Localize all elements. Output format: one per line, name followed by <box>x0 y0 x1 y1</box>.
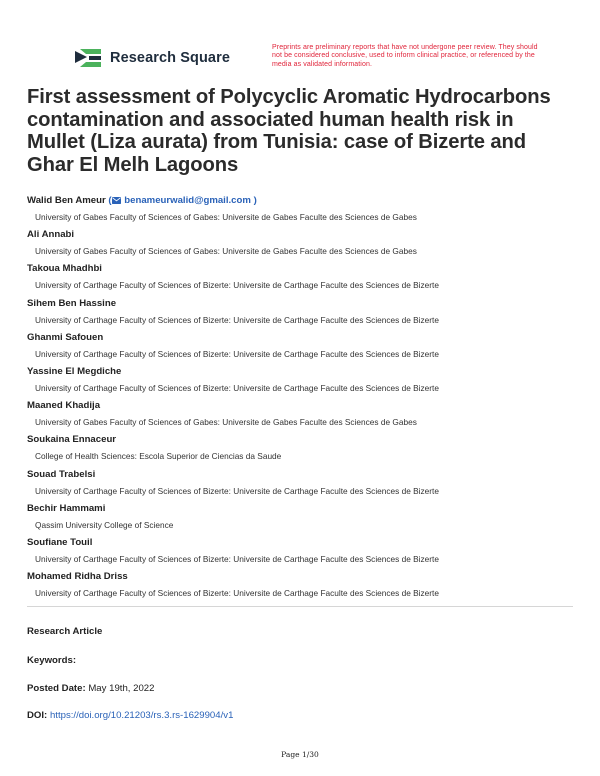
keywords <box>27 655 76 666</box>
author-entry <box>27 399 587 433</box>
logo-text-accent: Square <box>180 50 230 66</box>
section-divider <box>27 606 573 607</box>
author-affiliation: College of Health Sciences: Escola Superior de Ciencias da Saude <box>35 451 282 462</box>
author-name: Takoua Mhadhbi <box>27 263 102 275</box>
author-name: Maaned Khadija <box>27 400 101 412</box>
author-entry <box>27 536 587 570</box>
preprint-notice: Preprints are preliminary reports that have not undergone peer review. They should not be considered conclusive, used to inform clinical practice, or referenced by the media as validated information. <box>272 44 538 68</box>
author-affiliation: University of Carthage Faculty of Sciences of Bizerte: Universite de Carthage Faculte des Sciences de Bizerte <box>35 382 439 393</box>
author-entry <box>27 262 587 296</box>
author-name: Yassine El Megdiche <box>27 365 122 377</box>
author-name <box>27 194 587 207</box>
author-name: Souad Trabelsi <box>27 468 96 480</box>
author-name: Ghanmi Safouen <box>27 331 104 343</box>
author-affiliation: University of Carthage Faculty of Sciences of Bizerte: Universite de Carthage Faculte des Sciences de Bizerte <box>35 588 439 599</box>
author-affiliation: Qassim University College of Science <box>35 519 174 530</box>
logo-text <box>110 50 230 66</box>
research-square-logo-icon <box>74 47 102 69</box>
logo-text-main: Research <box>110 50 177 66</box>
author-entry <box>27 468 587 502</box>
doi-label: DOI: <box>27 710 48 721</box>
author-list <box>27 194 587 604</box>
author-affiliation: University of Carthage Faculty of Sciences of Bizerte: Universite de Carthage Faculte des Sciences de Bizerte <box>35 485 439 496</box>
author-entry <box>27 433 587 467</box>
author-entry <box>27 228 587 262</box>
author-name: Sihem Ben Hassine <box>27 297 117 309</box>
author-affiliation: University of Gabes Faculty of Sciences of Gabes: Universite de Gabes Faculte des Sciences de Gabes <box>35 212 417 222</box>
doi-link[interactable]: https://doi.org/10.21203/rs.3.rs-1629904/v1 <box>49 710 234 721</box>
author-affiliation: University of Gabes Faculty of Sciences of Gabes: Universite de Gabes Faculte des Sciences de Gabes <box>35 246 417 257</box>
author-affiliation: University of Gabes Faculty of Sciences of Gabes: Universite de Gabes Faculte des Sciences de Gabes <box>35 417 417 428</box>
page-number: Page 1/30 <box>281 750 319 759</box>
posted-date-value: May 19th, 2022 <box>88 683 155 694</box>
author-name: Soufiane Touil <box>27 536 93 548</box>
author-entry <box>27 502 587 536</box>
author-name: Bechir Hammami <box>27 502 106 514</box>
author-email-link[interactable]: ( benameurwalid@gmail.com ) <box>108 195 257 206</box>
posted-date-label: Posted Date: <box>27 683 86 694</box>
doi <box>27 710 233 721</box>
author-entry <box>27 570 587 604</box>
author-affiliation: University of Carthage Faculty of Sciences of Bizerte: Universite de Carthage Faculte des Sciences de Bizerte <box>35 348 439 359</box>
author-entry <box>27 297 587 331</box>
keywords-label: Keywords: <box>27 655 77 666</box>
paper-title: First assessment of Polycyclic Aromatic Hydrocarbons contamination and associated human health risk in Mullet (Liza aurata) from Tunisia: case of Bizerte and Ghar El Melh Lagoons <box>27 86 551 176</box>
article-type: Research Article <box>27 626 103 637</box>
author-affiliation: University of Carthage Faculty of Sciences of Bizerte: Universite de Carthage Faculte des Sciences de Bizerte <box>35 553 439 564</box>
author-name: Ali Annabi <box>27 229 75 241</box>
author-email[interactable]: benameurwalid@gmail.com <box>124 195 251 206</box>
author-name: Mohamed Ridha Driss <box>27 571 128 583</box>
envelope-icon <box>112 197 121 204</box>
author-entry <box>27 331 587 365</box>
posted-date <box>27 683 154 694</box>
author-affiliation: University of Carthage Faculty of Sciences of Bizerte: Universite de Carthage Faculte des Sciences de Bizerte <box>35 314 439 325</box>
author-name-text: Walid Ben Ameur <box>27 195 106 206</box>
author-name: Soukaina Ennaceur <box>27 434 117 446</box>
research-square-logo[interactable] <box>74 47 230 69</box>
author-entry <box>27 365 587 399</box>
author-affiliation: University of Carthage Faculty of Sciences of Bizerte: Universite de Carthage Faculte des Sciences de Bizerte <box>35 280 439 291</box>
author-entry <box>27 194 587 228</box>
